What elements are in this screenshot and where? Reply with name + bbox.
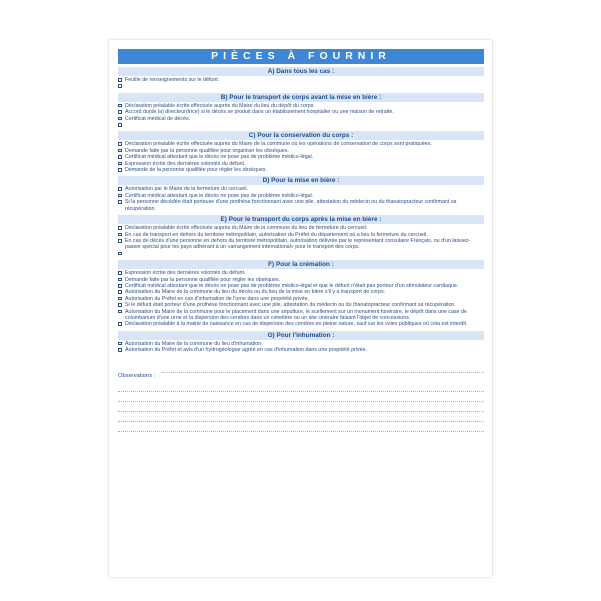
checkbox[interactable] bbox=[118, 149, 122, 153]
section bbox=[118, 176, 484, 212]
checklist-item-text: Autorisation du Maire de la commune du lieu du décès ou du lieu de la mise en bière s'il y a transport de corps. bbox=[125, 289, 386, 296]
checkbox[interactable] bbox=[118, 117, 122, 121]
observations-line[interactable] bbox=[118, 382, 484, 392]
checkbox[interactable] bbox=[118, 123, 122, 127]
checklist-item-text: Déclaration préalable écrite effectuée auprès du Maire de la commune du lieu de fermeture du cercueil. bbox=[125, 225, 368, 232]
observations-line[interactable] bbox=[118, 422, 484, 432]
section bbox=[118, 331, 484, 354]
checkbox[interactable] bbox=[118, 84, 122, 88]
checklist bbox=[118, 141, 484, 173]
checkbox[interactable] bbox=[118, 200, 122, 204]
checkbox[interactable] bbox=[118, 233, 122, 237]
observations-line[interactable] bbox=[162, 364, 484, 373]
checklist-item-text bbox=[125, 122, 126, 128]
checkbox[interactable] bbox=[118, 342, 122, 346]
section-heading: D) Pour la mise en bière : bbox=[118, 176, 484, 185]
checklist-item bbox=[118, 122, 484, 128]
sections-container bbox=[118, 67, 484, 354]
checklist-item-text: Certificat médical attestant que le décès ne pose pas de problème médico-légal et que le défunt n'était pas porteur d'un stimulateur cardiaque. bbox=[125, 282, 459, 289]
section bbox=[118, 131, 484, 173]
checklist-item-text: En cas de décès d'une personne en dehors du territoire métropolitain, autorisation délivrée par le représentant consulaire Français, ou d'un laissez-passer spécial pour les pays adhérant à un «arrangement international» pour le transport des corps. bbox=[125, 237, 471, 251]
checklist-item bbox=[118, 83, 484, 89]
checklist-item-text: Certificat médical attestant que le décès ne pose pas de problème médico-légal. bbox=[125, 154, 314, 161]
checkbox[interactable] bbox=[118, 297, 122, 301]
checklist bbox=[118, 186, 484, 212]
section-heading: G) Pour l'inhumation : bbox=[118, 331, 484, 340]
checklist-item-text: Demande faite par la personne qualifiée pour régler les obsèques. bbox=[125, 276, 281, 283]
checklist-item-text: Autorisation du Maire de la commune du lieu d'inhumation. bbox=[125, 340, 263, 347]
section bbox=[118, 260, 484, 328]
checkbox[interactable] bbox=[118, 194, 122, 198]
checklist-item bbox=[118, 251, 484, 257]
checklist-item-text: Autorisation du Préfet en cas d'inhumation de l'urne dans une propriété privée. bbox=[125, 295, 309, 302]
checkbox[interactable] bbox=[118, 155, 122, 159]
checklist-item-text: Déclaration préalable à la mairie de naissance en cas de dispersion des cendres en pleine nature, sauf sur les voies publiques où cela est interdit. bbox=[125, 321, 468, 328]
checkbox[interactable] bbox=[118, 348, 122, 352]
checklist-item bbox=[118, 321, 484, 327]
checkbox[interactable] bbox=[118, 239, 122, 243]
checklist-item-text: Accord du(de la) directeur(trice) si le décès se produit dans un établissement hospitalier ou une maison de retraite. bbox=[125, 109, 394, 116]
checklist-item-text: Déclaration préalable écrite effectuée auprès du Maire de la commune où les opérations de conservation de corps sont pratiquées. bbox=[125, 141, 432, 148]
checklist bbox=[118, 103, 484, 129]
checklist bbox=[118, 341, 484, 354]
section-heading: F) Pour la crémation : bbox=[118, 260, 484, 269]
checkbox[interactable] bbox=[118, 252, 122, 256]
checklist-item bbox=[118, 238, 484, 251]
observations-line[interactable] bbox=[118, 402, 484, 412]
checkbox[interactable] bbox=[118, 284, 122, 288]
section bbox=[118, 93, 484, 129]
checkbox[interactable] bbox=[118, 226, 122, 230]
section-heading: A) Dans tous les cas : bbox=[118, 67, 484, 76]
checkbox[interactable] bbox=[118, 78, 122, 82]
checkbox[interactable] bbox=[118, 187, 122, 191]
checklist-item-text: Certificat médical de décès. bbox=[125, 115, 191, 122]
checklist-item-text bbox=[125, 251, 126, 257]
checklist-item-text: Demande de la personne qualifiée pour régler les obsèques. bbox=[125, 167, 267, 174]
observations-line[interactable] bbox=[118, 412, 484, 422]
checklist-item-text: Autorisation du Maire de la commune pour le placement dans une sépulture, le scellement sur un monument funéraire, le dépôt dans une case de columbarium d'une urne et la dispersion des cendres dans un cimetière ou un site cinéraire faisant l'objet de concessions. bbox=[125, 308, 467, 321]
checkbox[interactable] bbox=[118, 168, 122, 172]
checklist-item-text: Demande faite par la personne qualifiée pour organiser les obsèques. bbox=[125, 147, 289, 154]
checklist-item-text: Si la personne décédée était porteuse d'une prothèse fonctionnant avec une pile, attestation du médecin ou du thanatopracteur confirmant sa récupération. bbox=[125, 199, 457, 212]
checklist-item-text: Déclaration préalable écrite effectuée auprès du Maire du lieu du dépôt du corps. bbox=[125, 102, 315, 109]
checkbox[interactable] bbox=[118, 162, 122, 166]
checklist bbox=[118, 270, 484, 328]
checklist-item-text bbox=[125, 83, 126, 89]
checklist-item-text: En cas de transport en dehors du territoire métropolitain, autorisation du Préfet du département où a lieu la fermeture du cercueil. bbox=[125, 231, 428, 238]
checklist-item-text: Certificat médical attestant que le décès ne pose pas de problème médico-légal. bbox=[125, 192, 314, 199]
page-title: PIÈCES À FOURNIR bbox=[118, 49, 484, 64]
section-heading: C) Pour la conservation du corps : bbox=[118, 131, 484, 140]
checkbox[interactable] bbox=[118, 310, 122, 314]
section bbox=[118, 215, 484, 257]
checkbox[interactable] bbox=[118, 104, 122, 108]
checklist-item bbox=[118, 347, 484, 353]
checkbox[interactable] bbox=[118, 110, 122, 114]
checkbox[interactable] bbox=[118, 278, 122, 282]
section-heading: B) Pour le transport de corps avant la mise en bière : bbox=[118, 93, 484, 102]
checkbox[interactable] bbox=[118, 290, 122, 294]
checkbox[interactable] bbox=[118, 142, 122, 146]
checklist bbox=[118, 77, 484, 90]
checklist bbox=[118, 225, 484, 257]
observations-line[interactable] bbox=[118, 392, 484, 402]
checklist-item-text: Feuille de renseignements sur le défunt. bbox=[125, 77, 220, 83]
checklist-item-text: Expression écrite des dernières volontés du défunt. bbox=[125, 160, 246, 167]
checklist-item bbox=[118, 309, 484, 322]
section bbox=[118, 67, 484, 90]
checkbox[interactable] bbox=[118, 303, 122, 307]
checklist-item-text: Expression écrite des dernières volontés du défunt. bbox=[125, 270, 246, 277]
checklist-item bbox=[118, 167, 484, 173]
checklist-item-text: Autorisation par le Maire de la fermeture du cercueil. bbox=[125, 186, 249, 193]
checklist-item bbox=[118, 199, 484, 212]
checklist-item-text: Autorisation du Préfet et avis d'un hydrogéologue agréé en cas d'inhumation dans une propriété privée. bbox=[125, 347, 368, 354]
checkbox[interactable] bbox=[118, 271, 122, 275]
observations-label: Observations : bbox=[118, 372, 156, 379]
checkbox[interactable] bbox=[118, 322, 122, 326]
form-sheet bbox=[109, 40, 492, 577]
checklist-item-text: Si le défunt était porteur d'une prothèse fonctionnant avec une pile, attestation du médecin ou du thanatopracteur confirmant sa récupération. bbox=[125, 302, 456, 309]
observations-area bbox=[118, 364, 484, 432]
section-heading: E) Pour le transport du corps après la mise en bière : bbox=[118, 215, 484, 224]
